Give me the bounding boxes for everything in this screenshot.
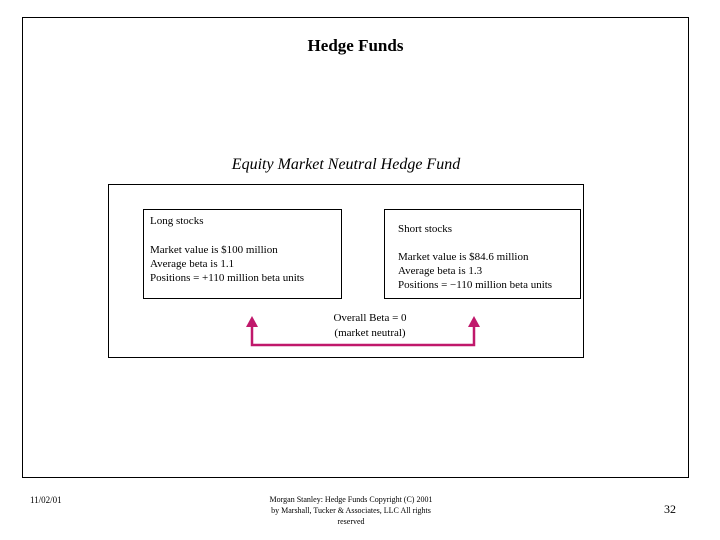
long-stocks-details	[150, 243, 304, 285]
overall-beta-label	[300, 311, 440, 341]
short-market-value: Market value is $84.6 million	[398, 251, 529, 263]
copyright-line-3: reserved	[337, 517, 365, 526]
footer-date: 11/02/01	[30, 495, 62, 505]
long-average-beta: Average beta is 1.1	[150, 258, 235, 270]
diagram-title: Equity Market Neutral Hedge Fund	[231, 156, 461, 173]
short-average-beta: Average beta is 1.3	[398, 265, 483, 277]
slide-title: Hedge Funds	[307, 36, 404, 55]
copyright-line-1: Morgan Stanley: Hedge Funds Copyright (C) 2001	[269, 495, 433, 504]
page-number: 32	[664, 502, 676, 516]
market-neutral-note: (market neutral)	[334, 327, 406, 339]
long-market-value: Market value is $100 million	[150, 244, 278, 256]
long-stocks-box	[143, 209, 342, 299]
short-stocks-details	[398, 250, 552, 292]
footer-copyright	[228, 494, 474, 527]
overall-beta-value: Overall Beta = 0	[333, 312, 407, 324]
copyright-line-2: by Marshall, Tucker & Associates, LLC All rights	[271, 506, 431, 515]
long-stocks-heading: Long stocks	[150, 215, 204, 227]
short-positions: Positions = −110 million beta units	[398, 279, 553, 291]
long-positions: Positions = +110 million beta units	[150, 272, 305, 284]
short-stocks-box	[384, 209, 581, 299]
short-stocks-heading: Short stocks	[398, 223, 453, 235]
